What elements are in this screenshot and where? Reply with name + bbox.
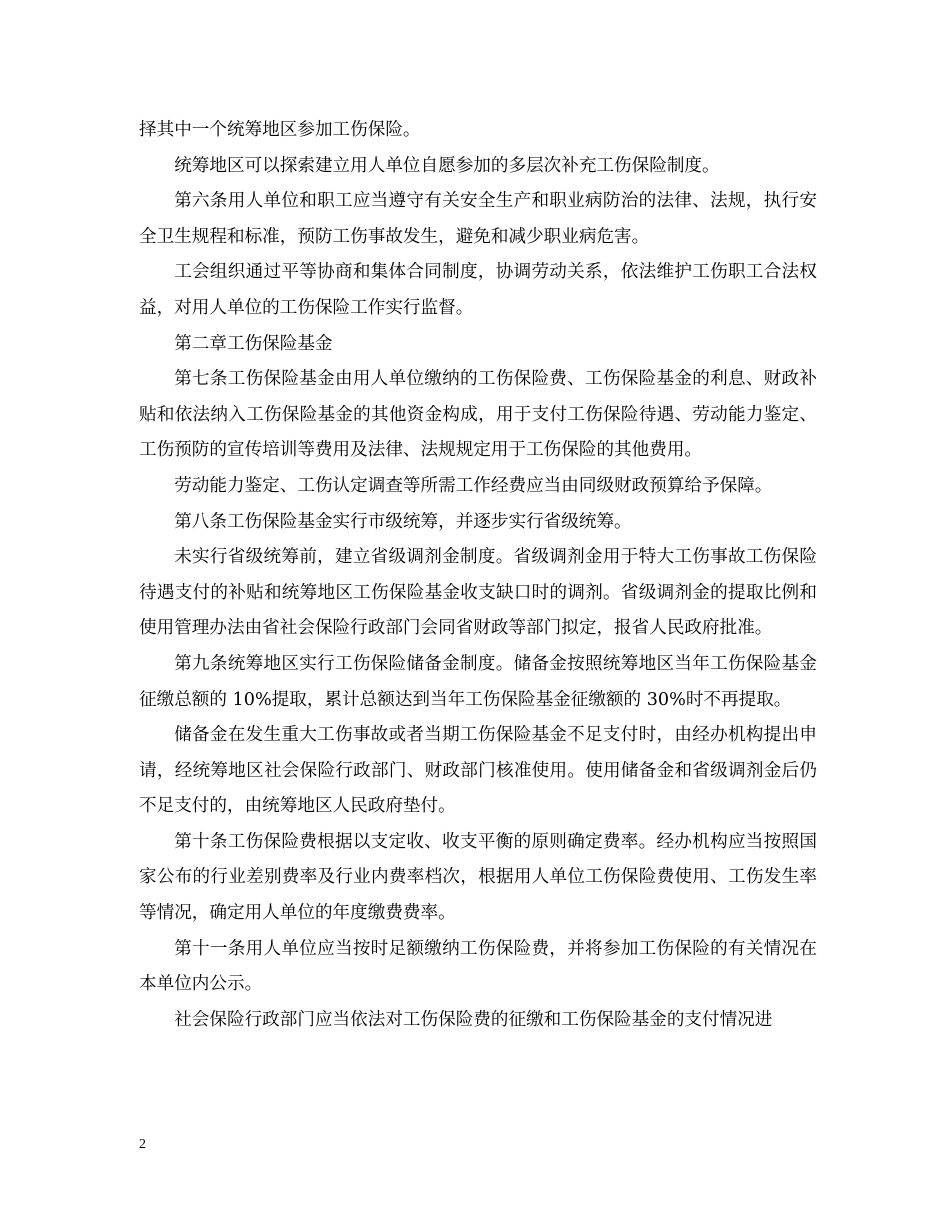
article-11-paragraph: 第十一条用人单位应当按时足额缴纳工伤保险费，并将参加工伤保险的有关情况在本单位内公示。: [139, 938, 817, 995]
article-7-paragraph: 第七条工伤保险基金由用人单位缴纳的工伤保险费、工伤保险基金的利息、财政补贴和依法纳入工伤保险基金的其他资金构成，用于支付工伤保险待遇、劳动能力鉴定、工伤预防的宣传培训等费用及法律、法规规定用于工伤保险的其他费用。: [139, 369, 817, 461]
paragraph: 统筹地区可以探索建立用人单位自愿参加的多层次补充工伤保险制度。: [174, 155, 720, 176]
page-number: 2: [139, 1137, 146, 1152]
document-body: [139, 113, 817, 1038]
paragraph: 劳动能力鉴定、工伤认定调查等所需工作经费应当由同级财政预算给予保障。: [174, 475, 773, 496]
article-10-paragraph: 第十条工伤保险费根据以支定收、收支平衡的原则确定费率。经办机构应当按照国家公布的行业差别费率及行业内费率档次，根据用人单位工伤保险费使用、工伤发生率等情况，确定用人单位的年度缴费费率。: [139, 831, 817, 924]
paragraph: 储备金在发生重大工伤事故或者当期工伤保险基金不足支付时，由经办机构提出申请，经统筹地区社会保险行政部门、财政部门核准使用。使用储备金和省级调剂金后仍不足支付的，由统筹地区人民政府垫付。: [139, 725, 817, 817]
paragraph: 社会保险行政部门应当依法对工伤保险费的征缴和工伤保险基金的支付情况进: [174, 1009, 773, 1030]
article-6-paragraph: 第六条用人单位和职工应当遵守有关安全生产和职业病防治的法律、法规，执行安全卫生规程和标准，预防工伤事故发生，避免和减少职业病危害。: [139, 191, 817, 247]
article-8-paragraph: 第八条工伤保险基金实行市级统筹，并逐步实行省级统筹。: [174, 511, 632, 532]
article-9-paragraph: 第九条统筹地区实行工伤保险储备金制度。储备金按照统筹地区当年工伤保险基金征缴总额的 10%提取，累计总额达到当年工伤保险基金征缴额的 30%时不再提取。: [139, 653, 817, 710]
paragraph: 工会组织通过平等协商和集体合同制度，协调劳动关系，依法维护工伤职工合法权益，对用人单位的工伤保险工作实行监督。: [139, 262, 817, 318]
chapter-heading: 第二章工伤保险基金: [174, 333, 333, 354]
paragraph: 未实行省级统筹前，建立省级调剂金制度。省级调剂金用于特大工伤事故工伤保险待遇支付的补贴和统筹地区工伤保险基金收支缺口时的调剂。省级调剂金的提取比例和使用管理办法由省社会保险行政部门会同省财政等部门拟定，报省人民政府批准。: [139, 547, 817, 639]
paragraph-continuation: 择其中一个统筹地区参加工伤保险。: [139, 120, 421, 140]
